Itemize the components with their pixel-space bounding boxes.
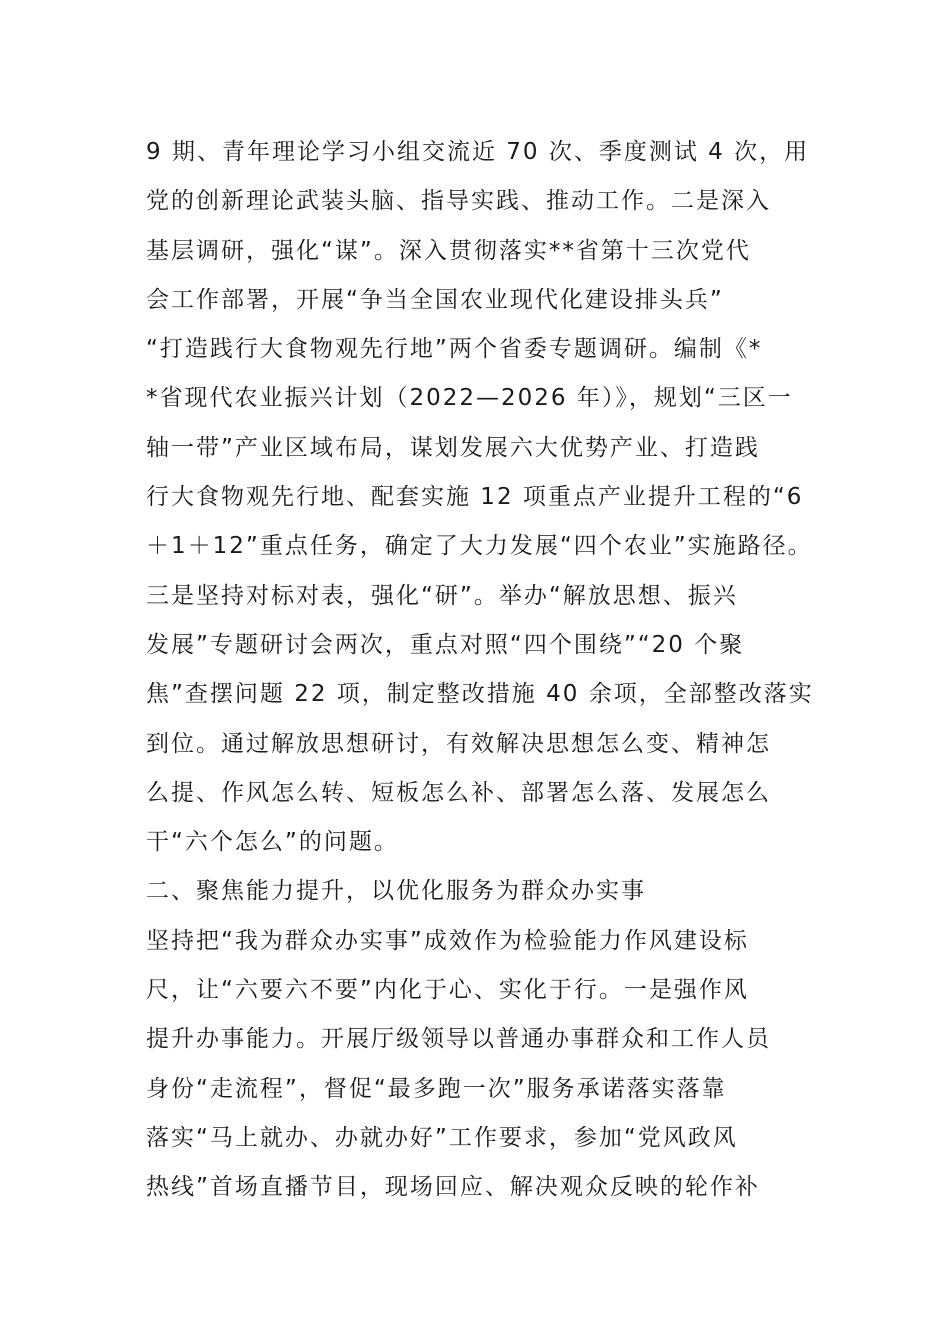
text-line: ＋1＋12”重点任务，确定了大力发展“四个农业”实施路径。 [146,533,813,560]
text-line: 热线”首场直播节目，现场回应、解决观众反映的轮作补 [146,1174,760,1201]
text-line: 行大食物观先行地、配套实施 12 项重点产业提升工程的“6 [146,484,804,511]
text-line: 焦”查摆问题 22 项，制定整改措施 40 余项，全部整改落实 [146,681,814,708]
text-line: 三是坚持对标对表，强化“研”。举办“解放思想、振兴 [146,582,738,609]
text-line: 落实“马上就办、办就办好”工作要求，参加“党风政风 [146,1124,738,1151]
text-line: 发展”专题研讨会两次，重点对照“四个围绕”“20 个聚 [146,631,745,658]
text-line: 9 期、青年理论学习小组交流近 70 次、季度测试 4 次，用 [146,139,810,165]
text-line: 坚持把“我为群众办实事”成效作为检验能力作风建设标 [146,927,749,954]
document-body [146,128,816,1213]
section-heading: 二、聚焦能力提升，以优化服务为群众办实事 [146,878,646,905]
text-line: 身份“走流程”，督促“最多跑一次”服务承诺落实落靠 [146,1075,727,1102]
text-line: *省现代农业振兴计划（2022—2026 年）》，规划“三区一 [146,385,793,412]
text-line: 到位。通过解放思想研讨，有效解决思想怎么变、精神怎 [146,730,771,757]
text-line: 干“六个怎么”的问题。 [146,829,399,856]
text-line: 尺，让“六要六不要”内化于心、实化于行。一是强作风 [146,977,749,1004]
text-line: 么提、作风怎么转、短板怎么补、部署怎么落、发展怎么 [146,779,771,806]
text-line: 党的创新理论武装头脑、指导实践、推动工作。二是深入 [146,188,771,215]
text-line: 基层调研，强化“谋”。深入贯彻落实**省第十三次党代 [146,237,751,264]
text-line: 提升办事能力。开展厅级领导以普通办事群众和工作人员 [146,1026,771,1053]
text-line: “打造践行大食物观先行地”两个省委专题调研。编制《* [146,336,763,363]
text-line: 会工作部署，开展“争当全国农业现代化建设排头兵” [146,286,724,313]
text-line: 轴一带”产业区域布局，谋划发展六大优势产业、打造践 [146,434,760,461]
